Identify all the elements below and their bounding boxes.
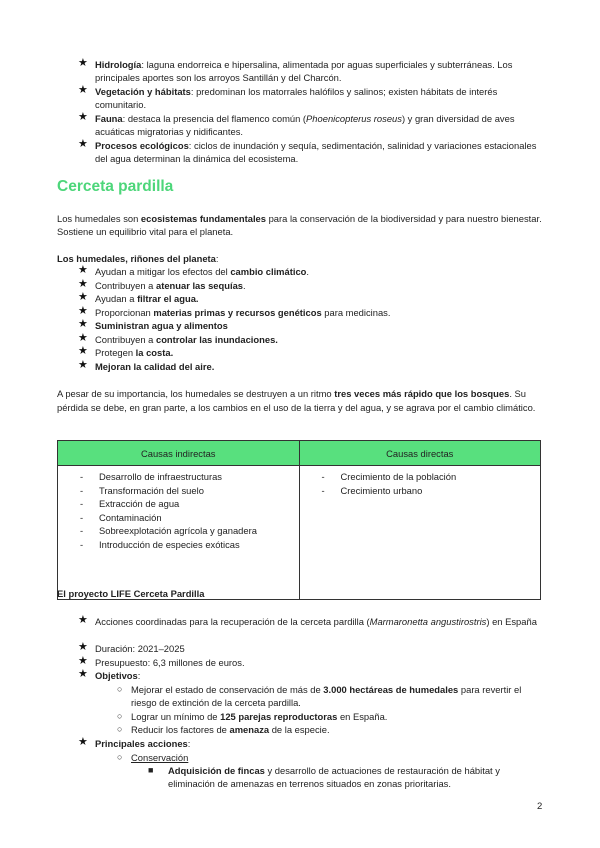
star-bullet-icon: ★ xyxy=(78,641,88,653)
star-bullet-icon: ★ xyxy=(78,57,88,69)
bullet-hidrologia: ★ Hidrología: laguna endorreica e hipersalina, alimentada por aguas superficiales y subterráneas. Los principales aportes son los arroyos Santillán y del Charcón. xyxy=(78,57,513,83)
objective-item: ○ Lograr un mínimo de 125 parejas reproductoras en España. xyxy=(117,711,388,722)
list-item: - Extracción de agua xyxy=(80,498,180,510)
direct-causes-cell xyxy=(299,466,541,600)
table-header-indirect: Causas indirectas xyxy=(58,441,300,466)
project-title: El proyecto LIFE Cerceta Pardilla xyxy=(57,588,205,599)
bullet-presupuesto: ★ Presupuesto: 6,3 millones de euros. xyxy=(78,655,245,668)
list-item: ★ Mejoran la calidad del aire. xyxy=(78,358,215,372)
circle-bullet-icon: ○ xyxy=(117,752,123,762)
star-bullet-icon: ★ xyxy=(78,277,88,290)
star-bullet-icon: ★ xyxy=(78,345,88,357)
list-item: ★ Ayudan a filtrar el agua. xyxy=(78,291,199,304)
circle-bullet-icon: ○ xyxy=(117,711,123,721)
star-bullet-icon: ★ xyxy=(78,358,88,371)
list-item: ★ Contribuyen a atenuar las sequías. xyxy=(78,277,246,291)
conservation-item: ○ Conservación xyxy=(117,752,189,763)
circle-bullet-icon: ○ xyxy=(117,684,123,694)
acquisition-item: ■ Adquisición de fincas y desarrollo de actuaciones de restauración de hábitat y eliminación de amenazas en terrenos situados en zonas prioritarias. xyxy=(148,765,500,789)
list-item: - Contaminación xyxy=(80,511,162,523)
causes-table xyxy=(57,440,541,600)
bullet-principales-acciones: ★ Principales acciones: xyxy=(78,736,191,749)
star-bullet-icon: ★ xyxy=(78,331,88,344)
page-number: 2 xyxy=(537,801,543,812)
star-bullet-icon: ★ xyxy=(78,318,88,330)
list-item: - Desarrollo de infraestructuras xyxy=(80,471,222,482)
star-bullet-icon: ★ xyxy=(78,138,88,150)
destruction-paragraph: A pesar de su importancia, los humedales se destruyen a un ritmo tres veces más rápido que los bosques. Su pérdida se debe, en gran parte, a los cambios en el uso de la tierra y del agua, y se agrava por el cambio climático. xyxy=(57,388,536,413)
star-bullet-icon: ★ xyxy=(78,111,88,123)
section-title: Cerceta pardilla xyxy=(57,178,174,195)
list-item: ★ Proporcionan materias primas y recursos genéticos para medicinas. xyxy=(78,304,391,318)
intro-paragraph: Los humedales son ecosistemas fundamentales para la conservación de la biodiversidad y para nuestro bienestar. Sostiene un equilibrio vital para el planeta. xyxy=(57,213,542,237)
bullet-fauna: ★ Fauna: destaca la presencia del flamenco común (Phoenicopterus roseus) y gran diversidad de aves acuáticas migratorias y nidificantes. xyxy=(78,111,515,137)
star-bullet-icon: ★ xyxy=(78,291,88,303)
objective-item: ○ Mejorar el estado de conservación de más de 3.000 hectáreas de humedales para revertir el riesgo de extinción de la cerceta pardilla. xyxy=(117,684,522,708)
indirect-causes-cell xyxy=(58,466,300,600)
bullet-objetivos: ★ Objetivos: xyxy=(78,668,141,681)
circle-bullet-icon: ○ xyxy=(117,724,123,734)
list-item: - Sobreexplotación agrícola y ganadera xyxy=(80,525,257,537)
bullet-duracion: ★ Duración: 2021–2025 xyxy=(78,641,185,654)
list-item: - Introducción de especies exóticas xyxy=(80,538,240,550)
star-bullet-icon: ★ xyxy=(78,84,88,96)
list-item: ★ Ayudan a mitigar los efectos del cambio climático. xyxy=(78,264,310,277)
kidneys-heading: Los humedales, riñones del planeta: xyxy=(57,253,219,264)
star-bullet-icon: ★ xyxy=(78,736,88,748)
star-bullet-icon: ★ xyxy=(78,655,88,667)
bullet-procesos: ★ Procesos ecológicos: ciclos de inundación y sequía, sedimentación, salinidad y variaciones estacionales del agua determinan la dinámica del ecosistema. xyxy=(78,138,537,164)
list-item: ★ Contribuyen a controlar las inundaciones. xyxy=(78,331,278,345)
list-item: - Crecimiento urbano xyxy=(321,484,423,496)
star-bullet-icon: ★ xyxy=(78,304,88,317)
table-header-direct: Causas directas xyxy=(299,441,541,466)
star-bullet-icon: ★ xyxy=(78,264,88,276)
square-bullet-icon: ■ xyxy=(148,765,154,775)
star-bullet-icon: ★ xyxy=(78,614,88,626)
objective-item: ○ Reducir los factores de amenaza de la especie. xyxy=(117,724,330,735)
list-item: ★ Suministran agua y alimentos xyxy=(78,318,228,331)
bullet-acciones: ★ Acciones coordinadas para la recuperación de la cerceta pardilla (Marmaronetta angustirostris) en España xyxy=(78,614,537,627)
list-item: - Crecimiento de la población xyxy=(321,471,457,482)
bullet-vegetacion: ★ Vegetación y hábitats: predominan los matorrales halófilos y salinos; existen hábitats de interés comunitario. xyxy=(78,84,498,110)
star-bullet-icon: ★ xyxy=(78,668,88,680)
list-item: ★ Protegen la costa. xyxy=(78,345,174,358)
list-item: - Transformación del suelo xyxy=(80,484,204,496)
